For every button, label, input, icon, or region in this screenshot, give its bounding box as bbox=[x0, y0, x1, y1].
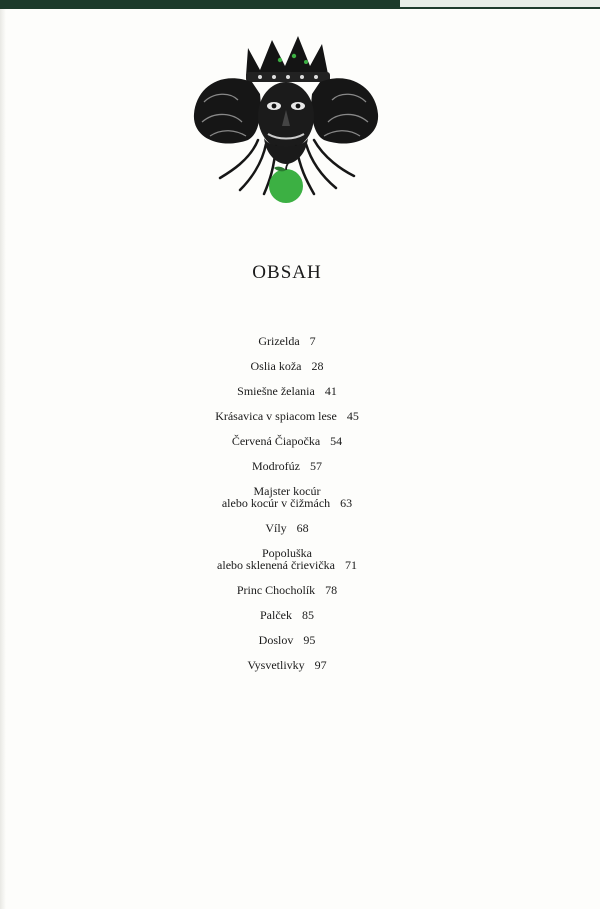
toc-page-number: 63 bbox=[340, 496, 353, 510]
toc-entry bbox=[0, 435, 574, 447]
toc-entry-title bbox=[0, 360, 574, 372]
toc-entry-title-text: Grizelda bbox=[258, 334, 300, 348]
king-illustration-icon bbox=[190, 30, 380, 210]
toc-page-number: 71 bbox=[344, 558, 357, 572]
toc-entry bbox=[0, 584, 574, 596]
toc-entry bbox=[0, 522, 574, 534]
toc-entry bbox=[0, 659, 574, 671]
toc-page-number: 45 bbox=[346, 409, 359, 423]
toc-entry-title bbox=[0, 609, 574, 621]
toc-entry-title-text: alebo kocúr v čižmách bbox=[221, 496, 331, 510]
toc-entry-title: Popoluška bbox=[261, 546, 312, 560]
toc-entry-title-text: Smiešne želania bbox=[237, 384, 315, 398]
toc-entry-title-text: Krásavica v spiacom lese bbox=[215, 409, 337, 423]
toc-entry-title bbox=[0, 435, 574, 447]
toc-entry bbox=[0, 460, 574, 472]
toc-page-number: 68 bbox=[296, 521, 309, 535]
toc-page-number: 97 bbox=[314, 658, 327, 672]
toc-page-number: 7 bbox=[309, 334, 316, 348]
toc-page-number: 28 bbox=[311, 359, 324, 373]
toc-entry-title: Majster kocúr bbox=[253, 484, 321, 498]
toc-entry-title bbox=[0, 335, 574, 347]
toc-entry-title-text: Vysvetlivky bbox=[247, 658, 305, 672]
toc-page-number: 41 bbox=[324, 384, 337, 398]
toc-entry bbox=[0, 410, 574, 422]
toc-page-number: 54 bbox=[330, 434, 343, 448]
page-title: OBSAH bbox=[252, 262, 322, 283]
toc-entry-title bbox=[0, 460, 574, 472]
toc-entry bbox=[0, 385, 574, 397]
toc-entry-title-text: Princ Chocholík bbox=[236, 583, 316, 597]
toc-entry-title bbox=[0, 385, 574, 397]
toc-page-number: 78 bbox=[325, 583, 338, 597]
toc-entry-title-text: Modrofúz bbox=[252, 459, 300, 473]
toc-entry-title-text: alebo sklenená črievička bbox=[217, 558, 335, 572]
toc-entry-title-text: Oslia koža bbox=[250, 359, 302, 373]
toc-entry bbox=[0, 547, 574, 571]
toc-entry-title-text: Doslov bbox=[258, 633, 294, 647]
toc-entry-title bbox=[0, 659, 574, 671]
toc-page-number: 57 bbox=[310, 459, 322, 473]
toc-entry-title bbox=[0, 584, 574, 596]
toc-entry-title bbox=[0, 497, 574, 509]
toc-entry-title bbox=[0, 522, 574, 534]
toc-entry bbox=[0, 609, 574, 621]
toc-entry-title-text: Palček bbox=[260, 608, 292, 622]
toc-page-number: 85 bbox=[302, 608, 314, 622]
toc-entry bbox=[0, 360, 574, 372]
toc-entry-title bbox=[0, 634, 574, 646]
toc-page-number: 95 bbox=[303, 633, 316, 647]
toc-entry-title-text: Víly bbox=[265, 521, 287, 535]
table-of-contents bbox=[0, 335, 574, 684]
toc-entry-title bbox=[0, 410, 574, 422]
toc-entry bbox=[0, 335, 574, 347]
cover-edge-highlight bbox=[400, 0, 600, 7]
toc-entry-title bbox=[0, 559, 574, 571]
toc-entry-title-text: Červená Čiapočka bbox=[231, 434, 321, 448]
toc-entry bbox=[0, 485, 574, 509]
toc-entry bbox=[0, 634, 574, 646]
